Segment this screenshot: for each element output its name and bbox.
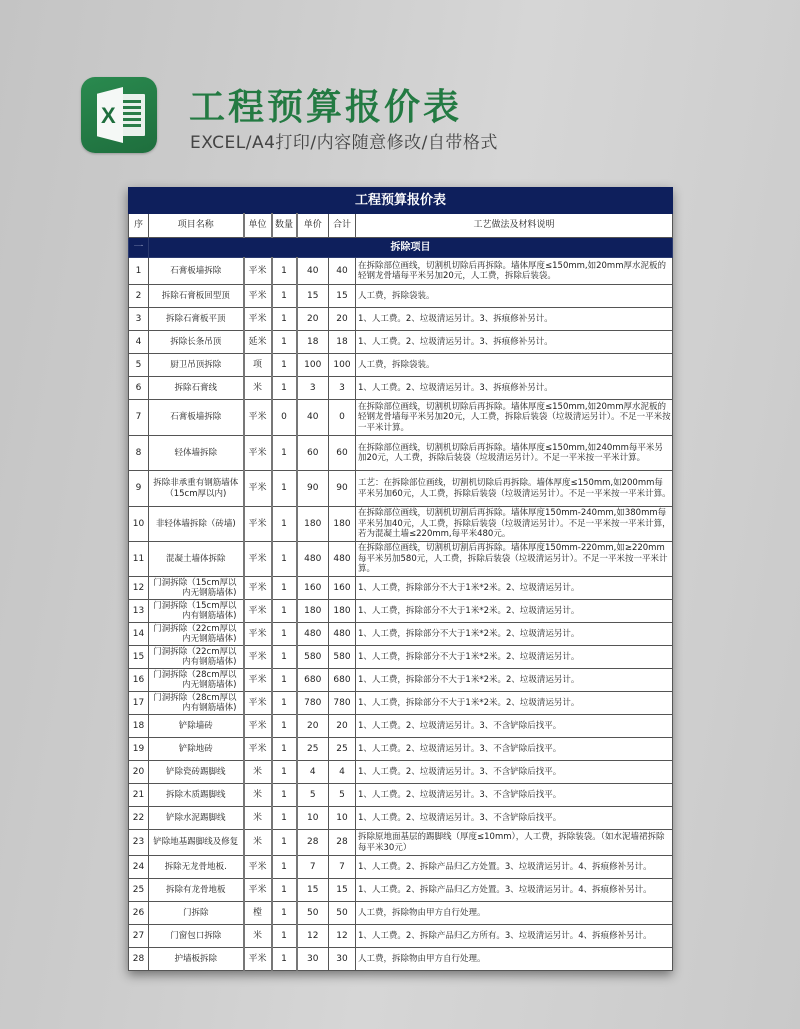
row-seq: 24	[129, 856, 149, 879]
row-unit: 平米	[244, 577, 272, 600]
row-qty: 1	[272, 600, 297, 623]
row-total: 40	[329, 258, 356, 285]
row-desc: 在拆除部位画线，切割机切除后再拆除。墙体厚度≤150mm,如240mm每平米另加20元，人工费，拆除后装袋（垃圾清运另计）。不足一平米按一平米计算。	[356, 436, 673, 471]
row-seq: 2	[129, 285, 149, 308]
table-row	[129, 308, 673, 331]
row-name: 门洞拆除（22cm厚以内有钢筋墙体)	[149, 646, 244, 669]
row-price: 28	[297, 830, 329, 856]
row-total: 30	[329, 948, 356, 971]
section-label: 拆除项目	[149, 238, 673, 258]
row-desc: 拆除原地面基层的踢脚线（厚度≤10mm），人工费，拆除装袋。（如水泥墙裙拆除每平米30元）	[356, 830, 673, 856]
row-qty: 1	[272, 925, 297, 948]
row-total: 18	[329, 331, 356, 354]
row-seq: 4	[129, 331, 149, 354]
row-price: 12	[297, 925, 329, 948]
table-title-row	[129, 188, 673, 214]
table-row	[129, 285, 673, 308]
row-qty: 1	[272, 377, 297, 400]
row-seq: 14	[129, 623, 149, 646]
header-desc: 工艺做法及材料说明	[356, 214, 673, 238]
row-total: 5	[329, 784, 356, 807]
row-unit: 平米	[244, 436, 272, 471]
row-total: 100	[329, 354, 356, 377]
row-total: 7	[329, 856, 356, 879]
row-qty: 1	[272, 436, 297, 471]
row-price: 3	[297, 377, 329, 400]
table-row	[129, 400, 673, 436]
row-qty: 0	[272, 400, 297, 436]
row-total: 10	[329, 807, 356, 830]
row-price: 18	[297, 331, 329, 354]
row-price: 5	[297, 784, 329, 807]
row-price: 20	[297, 715, 329, 738]
table-row	[129, 577, 673, 600]
row-name: 铲除地砖	[149, 738, 244, 761]
row-price: 480	[297, 542, 329, 577]
row-name: 轻体墙拆除	[149, 436, 244, 471]
row-name: 门洞拆除（15cm厚以内有钢筋墙体)	[149, 600, 244, 623]
row-name: 拆除无龙骨地板.	[149, 856, 244, 879]
row-seq: 28	[129, 948, 149, 971]
row-desc: 1、人工费。2、垃圾清运另计。3、不含铲除后找平。	[356, 761, 673, 784]
table-row	[129, 948, 673, 971]
row-name: 拆除石膏板平顶	[149, 308, 244, 331]
row-qty: 1	[272, 471, 297, 507]
row-total: 20	[329, 715, 356, 738]
header-total: 合计	[329, 214, 356, 238]
row-desc: 1、人工费，拆除部分不大于1米*2米。2、垃圾清运另计。	[356, 646, 673, 669]
row-name: 厨卫吊顶拆除	[149, 354, 244, 377]
row-price: 100	[297, 354, 329, 377]
row-seq: 12	[129, 577, 149, 600]
row-name: 拆除石膏线	[149, 377, 244, 400]
row-total: 3	[329, 377, 356, 400]
row-desc: 1、人工费，拆除部分不大于1米*2米。2、垃圾清运另计。	[356, 577, 673, 600]
table-row	[129, 902, 673, 925]
budget-table	[128, 187, 673, 971]
row-desc: 1、人工费。2、拆除产品归乙方处置。3、垃圾清运另计。4、拆痕修补另计。	[356, 856, 673, 879]
table-row	[129, 715, 673, 738]
table-row	[129, 377, 673, 400]
table-row	[129, 738, 673, 761]
table-row	[129, 258, 673, 285]
row-desc: 人工费，拆除物由甲方自行处理。	[356, 948, 673, 971]
row-unit: 米	[244, 761, 272, 784]
row-unit: 延米	[244, 331, 272, 354]
row-unit: 米	[244, 830, 272, 856]
row-qty: 1	[272, 669, 297, 692]
row-qty: 1	[272, 258, 297, 285]
row-qty: 1	[272, 738, 297, 761]
row-unit: 平米	[244, 507, 272, 542]
row-unit: 平米	[244, 542, 272, 577]
row-seq: 13	[129, 600, 149, 623]
spreadsheet-preview	[128, 187, 672, 971]
table-row	[129, 623, 673, 646]
row-qty: 1	[272, 784, 297, 807]
row-desc: 人工费，拆除袋装。	[356, 354, 673, 377]
row-unit: 樘	[244, 902, 272, 925]
row-total: 180	[329, 600, 356, 623]
table-row	[129, 507, 673, 542]
banner	[81, 77, 800, 177]
row-seq: 17	[129, 692, 149, 715]
row-total: 480	[329, 623, 356, 646]
row-price: 180	[297, 507, 329, 542]
table-row	[129, 436, 673, 471]
row-seq: 19	[129, 738, 149, 761]
row-name: 门洞拆除（28cm厚以内无钢筋墙体)	[149, 669, 244, 692]
row-desc: 1、人工费，拆除部分不大于1米*2米。2、垃圾清运另计。	[356, 669, 673, 692]
row-qty: 1	[272, 623, 297, 646]
row-desc: 人工费，拆除袋装。	[356, 285, 673, 308]
header-name: 项目名称	[149, 214, 244, 238]
row-qty: 1	[272, 646, 297, 669]
section-row	[129, 238, 673, 258]
row-unit: 平米	[244, 669, 272, 692]
header-unit: 单位	[244, 214, 272, 238]
table-row	[129, 761, 673, 784]
row-price: 160	[297, 577, 329, 600]
row-seq: 18	[129, 715, 149, 738]
row-qty: 1	[272, 761, 297, 784]
row-price: 50	[297, 902, 329, 925]
table-row	[129, 600, 673, 623]
row-desc: 1、人工费。2、拆除产品归乙方所有。3、垃圾清运另计。4、拆痕修补另计。	[356, 925, 673, 948]
row-qty: 1	[272, 692, 297, 715]
row-qty: 1	[272, 715, 297, 738]
row-name: 门窗包口拆除	[149, 925, 244, 948]
row-seq: 26	[129, 902, 149, 925]
row-unit: 平米	[244, 600, 272, 623]
row-seq: 27	[129, 925, 149, 948]
row-desc: 1、人工费。2、垃圾清运另计。3、拆痕修补另计。	[356, 331, 673, 354]
row-name: 石膏板墙拆除	[149, 258, 244, 285]
row-seq: 23	[129, 830, 149, 856]
row-unit: 平米	[244, 308, 272, 331]
row-seq: 11	[129, 542, 149, 577]
row-price: 30	[297, 948, 329, 971]
row-seq: 20	[129, 761, 149, 784]
row-desc: 1、人工费，拆除部分不大于1米*2米。2、垃圾清运另计。	[356, 692, 673, 715]
table-row	[129, 669, 673, 692]
row-desc: 1、人工费。2、垃圾清运另计。3、不含铲除后找平。	[356, 807, 673, 830]
row-name: 门洞拆除（28cm厚以内有钢筋墙体)	[149, 692, 244, 715]
row-desc: 1、人工费，拆除部分不大于1米*2米。2、垃圾清运另计。	[356, 600, 673, 623]
row-seq: 15	[129, 646, 149, 669]
header-qty: 数量	[272, 214, 297, 238]
row-qty: 1	[272, 948, 297, 971]
row-total: 480	[329, 542, 356, 577]
row-seq: 3	[129, 308, 149, 331]
row-seq: 6	[129, 377, 149, 400]
row-price: 40	[297, 258, 329, 285]
row-total: 780	[329, 692, 356, 715]
header-price: 单价	[297, 214, 329, 238]
row-seq: 25	[129, 879, 149, 902]
row-price: 7	[297, 856, 329, 879]
row-unit: 米	[244, 784, 272, 807]
row-seq: 22	[129, 807, 149, 830]
row-total: 25	[329, 738, 356, 761]
row-desc: 1、人工费。2、垃圾清运另计。3、不含铲除后找平。	[356, 715, 673, 738]
row-desc: 1、人工费。2、拆除产品归乙方处置。3、垃圾清运另计。4、拆痕修补另计。	[356, 879, 673, 902]
table-row	[129, 542, 673, 577]
row-total: 50	[329, 902, 356, 925]
table-title: 工程预算报价表	[129, 188, 673, 214]
table-row	[129, 354, 673, 377]
row-total: 680	[329, 669, 356, 692]
row-unit: 平米	[244, 623, 272, 646]
row-price: 580	[297, 646, 329, 669]
row-name: 拆除非承重有钢筋墙体（15cm厚以内)	[149, 471, 244, 507]
row-qty: 1	[272, 807, 297, 830]
row-seq: 10	[129, 507, 149, 542]
row-total: 0	[329, 400, 356, 436]
row-qty: 1	[272, 331, 297, 354]
row-price: 15	[297, 879, 329, 902]
row-price: 60	[297, 436, 329, 471]
row-unit: 项	[244, 354, 272, 377]
row-price: 480	[297, 623, 329, 646]
row-price: 90	[297, 471, 329, 507]
section-seq: 一	[129, 238, 149, 258]
row-seq: 7	[129, 400, 149, 436]
banner-subtitle: EXCEL/A4打印/内容随意修改/自带格式	[190, 133, 498, 153]
row-qty: 1	[272, 285, 297, 308]
table-row	[129, 646, 673, 669]
row-name: 护墙板拆除	[149, 948, 244, 971]
row-total: 90	[329, 471, 356, 507]
table-row	[129, 471, 673, 507]
table-row	[129, 331, 673, 354]
row-unit: 平米	[244, 400, 272, 436]
row-price: 15	[297, 285, 329, 308]
row-qty: 1	[272, 830, 297, 856]
row-name: 门拆除	[149, 902, 244, 925]
table-row	[129, 807, 673, 830]
row-price: 40	[297, 400, 329, 436]
row-total: 15	[329, 285, 356, 308]
row-qty: 1	[272, 354, 297, 377]
row-qty: 1	[272, 542, 297, 577]
row-name: 铲除瓷砖踢脚线	[149, 761, 244, 784]
row-price: 780	[297, 692, 329, 715]
row-price: 680	[297, 669, 329, 692]
row-name: 非轻体墙拆除（砖墙)	[149, 507, 244, 542]
row-total: 160	[329, 577, 356, 600]
row-seq: 5	[129, 354, 149, 377]
row-unit: 平米	[244, 948, 272, 971]
row-seq: 21	[129, 784, 149, 807]
row-total: 180	[329, 507, 356, 542]
row-name: 铲除墙砖	[149, 715, 244, 738]
row-unit: 平米	[244, 738, 272, 761]
row-qty: 1	[272, 507, 297, 542]
table-header-row	[129, 214, 673, 238]
row-name: 石膏板墙拆除	[149, 400, 244, 436]
table-row	[129, 692, 673, 715]
row-seq: 16	[129, 669, 149, 692]
row-unit: 平米	[244, 692, 272, 715]
row-name: 门洞拆除（22cm厚以内无钢筋墙体)	[149, 623, 244, 646]
row-unit: 平米	[244, 879, 272, 902]
table-row	[129, 925, 673, 948]
row-total: 580	[329, 646, 356, 669]
table-row	[129, 879, 673, 902]
excel-icon	[81, 77, 157, 153]
row-desc: 人工费，拆除物由甲方自行处理。	[356, 902, 673, 925]
row-qty: 1	[272, 308, 297, 331]
table-row	[129, 830, 673, 856]
row-desc: 1、人工费。2、垃圾清运另计。3、拆痕修补另计。	[356, 308, 673, 331]
row-qty: 1	[272, 902, 297, 925]
row-desc: 1、人工费，拆除部分不大于1米*2米。2、垃圾清运另计。	[356, 623, 673, 646]
row-unit: 米	[244, 377, 272, 400]
row-price: 180	[297, 600, 329, 623]
row-desc: 在拆除部位画线，切割机切割后再拆除。墙体厚度150mm-220mm,如≥220mm每平米另加580元，人工费，拆除后装袋（垃圾清运另计）。不足一平米按一平米计算。	[356, 542, 673, 577]
row-name: 铲除水泥踢脚线	[149, 807, 244, 830]
row-desc: 工艺：在拆除部位画线，切割机切除后再拆除。墙体厚度≤150mm,如200mm每平米另加60元，人工费，拆除后装袋（垃圾清运另计）。不足一平米按一平米计算。	[356, 471, 673, 507]
row-price: 4	[297, 761, 329, 784]
row-name: 门洞拆除（15cm厚以内无钢筋墙体)	[149, 577, 244, 600]
header-seq: 序	[129, 214, 149, 238]
row-qty: 1	[272, 577, 297, 600]
row-total: 15	[329, 879, 356, 902]
row-seq: 1	[129, 258, 149, 285]
row-desc: 在拆除部位画线，切割机切除后再拆除。墙体厚度≤150mm,如20mm厚水泥板的轻钢龙骨墙每平米另加20元，人工费，拆除后装袋。	[356, 258, 673, 285]
table-row	[129, 784, 673, 807]
row-unit: 平米	[244, 285, 272, 308]
row-desc: 1、人工费。2、垃圾清运另计。3、拆痕修补另计。	[356, 377, 673, 400]
row-name: 拆除石膏板回型顶	[149, 285, 244, 308]
row-desc: 在拆除部位画线，切割机切除后再拆除。墙体厚度≤150mm,如20mm厚水泥板的轻钢龙骨墙每平米另加20元，人工费，拆除后装袋（垃圾清运另计）。不足一平米按一平米计算。	[356, 400, 673, 436]
row-name: 混凝土墙体拆除	[149, 542, 244, 577]
row-total: 12	[329, 925, 356, 948]
row-unit: 米	[244, 807, 272, 830]
row-unit: 平米	[244, 715, 272, 738]
row-name: 铲除地基踢脚线及修复	[149, 830, 244, 856]
table-row	[129, 856, 673, 879]
row-name: 拆除木质踢脚线	[149, 784, 244, 807]
row-total: 60	[329, 436, 356, 471]
row-price: 20	[297, 308, 329, 331]
row-qty: 1	[272, 856, 297, 879]
row-total: 28	[329, 830, 356, 856]
row-desc: 1、人工费。2、垃圾清运另计。3、不含铲除后找平。	[356, 738, 673, 761]
row-seq: 9	[129, 471, 149, 507]
row-total: 20	[329, 308, 356, 331]
row-unit: 平米	[244, 856, 272, 879]
row-price: 25	[297, 738, 329, 761]
row-unit: 米	[244, 925, 272, 948]
row-unit: 平米	[244, 646, 272, 669]
banner-title: 工程预算报价表	[189, 87, 463, 128]
row-name: 拆除长条吊顶	[149, 331, 244, 354]
excel-letter: X	[101, 103, 116, 128]
row-price: 10	[297, 807, 329, 830]
row-desc: 1、人工费。2、垃圾清运另计。3、不含铲除后找平。	[356, 784, 673, 807]
row-qty: 1	[272, 879, 297, 902]
row-desc: 在拆除部位画线，切割机切割后再拆除。墙体厚度150mm-240mm,如380mm每平米另加40元，人工费，拆除后装袋（垃圾清运另计）。不足一平米按一平米计算，若为混凝土墙≤220mm,每平米480元。	[356, 507, 673, 542]
row-unit: 平米	[244, 471, 272, 507]
row-name: 拆除有龙骨地板	[149, 879, 244, 902]
row-total: 4	[329, 761, 356, 784]
row-unit: 平米	[244, 258, 272, 285]
row-seq: 8	[129, 436, 149, 471]
